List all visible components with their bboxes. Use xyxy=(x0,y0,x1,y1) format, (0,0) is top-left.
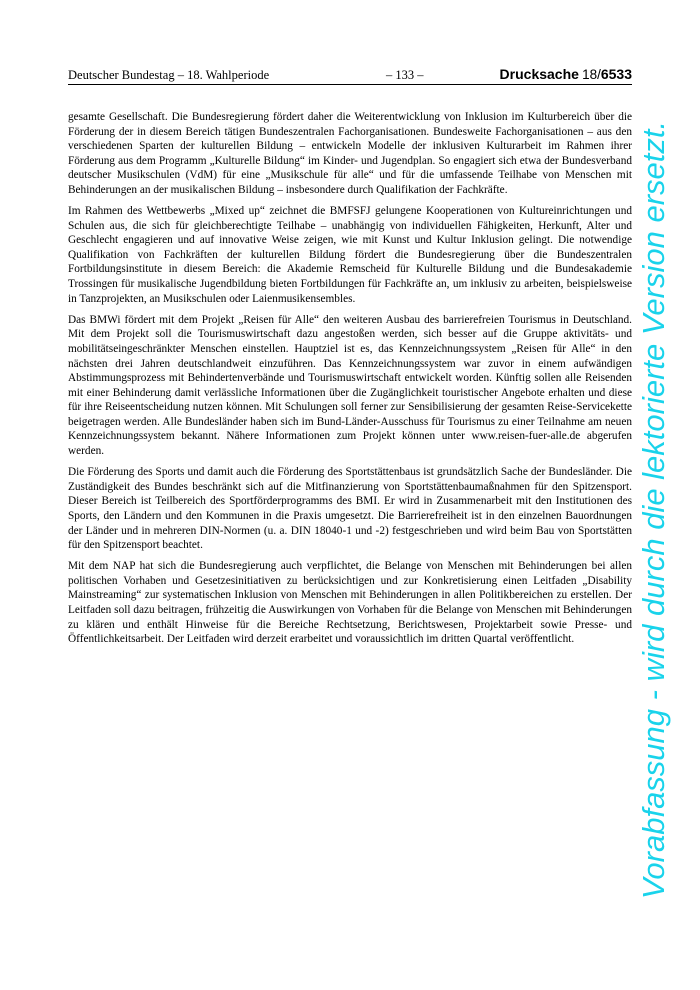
doc-number: 6533 xyxy=(600,66,632,82)
draft-watermark xyxy=(612,110,696,910)
paragraph: Im Rahmen des Wettbewerbs „Mixed up“ zeichnet die BMFSFJ gelungene Kooperationen von Kultureinrichtungen und Schulen aus, die sich für gleichberechtigte Teilhabe – unabhängig von individuellen Fähigkeiten, Herkunft, Alter und Geschlecht engagieren und auf innovative Weise zeigen, wie mit Kunst und Kultur Inklusion gelingt. Die notwendige Qualifikation von Fachkräften der kulturellen Bildung fördert die Bundesregierung über die Bundeszentralen Fortbildungsinstitute in diesem Bereich: die Akademie Remscheid für Kulturelle Bildung und die Bundesakademie Trossingen für musikalische Jugendbildung bieten Fortbildungen für Fachkräfte an, um inklusiv zu arbeiten, beispielsweise in Tanzprojekten, an Musikschulen oder Laienmusikensembles. xyxy=(68,205,632,305)
paragraph: gesamte Gesellschaft. Die Bundesregierung fördert daher die Weiterentwicklung von Inklusion im Kulturbereich über die Förderung der in diesem Bereich tätigen Bundeszentralen Fachorganisationen. Bundesweite Fachorganisationen – aus den verschiedenen Sparten der kulturellen Bildung – entwickeln Modelle der inklusiven Kulturarbeit im Rahmen ihrer Förderung aus dem Programm „Kulturelle Bildung“ im Kinder- und Jugendplan. So engagiert sich etwa der Bundesverband deutscher Musikschulen (VdM) für eine „Musikschule für alle“ und für die umfassende Teilhabe von Menschen mit Behinderungen an der musikalischen Bildung – insbesondere durch Qualifikation der Fachkräfte. xyxy=(68,111,632,196)
paragraph: Mit dem NAP hat sich die Bundesregierung auch verpflichtet, die Belange von Menschen mit Behinderungen bei allen politischen Vorhaben und Gesetzesinitiativen zu berücksichtigen und zur Konkretisierung einen Leitfaden „Disability Mainstreaming“ zur systematischen Inklusion von Menschen mit Behinderungen in allen Politikbereichen zu erstellen. Der Leitfaden soll dazu beitragen, frühzeitig die Auswirkungen von Vorhaben für die Belange von Menschen mit Behinderungen zu klären und enthält Hinweise für die Bereiche Rechtsetzung, Berichtswesen, Projektarbeit sowie Presse- und Öffentlichkeitsarbeit. Der Leitfaden wird derzeit erarbeitet und voraussichtlich im dritten Quartal veröffentlicht. xyxy=(68,560,632,646)
doc-number-prefix: 18/ xyxy=(582,67,601,82)
paragraph: Die Förderung des Sports und damit auch die Förderung des Sportstättenbaus ist grundsätzlich Sache der Bundesländer. Die Zuständigkeit des Bundes beschränkt sich auf die Mitfinanzierung von Sportstättenbaumaßnahmen für den Spitzensport. Dieser Bereich ist Teilbereich des Sportförderprogramms des BMI. Er wird in Zusammenarbeit mit den Institutionen des Sports, den Ländern und den Kommunen in die Praxis umgesetzt. Die Barrierefreiheit ist in den einzelnen Bauordnungen der Länder und in mehreren DIN-Normen (u. a. DIN 18040-1 und -2) festgeschrieben und wird beim Bau von Sportstätten für den Spitzensport beachtet. xyxy=(68,466,632,552)
header-rule xyxy=(68,84,632,85)
body-text xyxy=(68,110,632,653)
watermark-text: Vorabfassung - wird durch die lektorierte Version ersetzt. xyxy=(636,120,671,900)
document-number xyxy=(500,66,632,83)
parliament-period: Deutscher Bundestag – 18. Wahlperiode xyxy=(68,68,270,82)
page-number: – 133 – xyxy=(386,68,424,82)
doc-label: Drucksache xyxy=(499,66,579,82)
paragraph: Das BMWi fördert mit dem Projekt „Reisen für Alle“ den weiteren Ausbau des barrierefreien Tourismus in Deutschland. Mit dem Projekt soll die Tourismuswirtschaft dazu angestoßen werden, sich besser auf die Gruppe aktivitäts- und mobilitätseingeschränkter Menschen einstellen. Hauptziel ist es, das Kennzeichnungssystem „Reisen für Alle“ in den nächsten drei Jahren deutschlandweit einzuführen. Das Kennzeichnungssystem war zuvor in einem aufwändigen Abstimmungsprozess mit Behindertenverbände und Tourismuswirtschaft entwickelt worden. Künftig sollen alle Reisenden mit einer Behinderung damit verlässliche Informationen über die Zugänglichkeit touristischer Angebote erhalten und diese für ihre Reiseentscheidung nutzen können. Mit Schulungen soll ferner zur Sensibilisierung der gesamten Reise-Servicekette beigetragen werden. Alle Bundesländer haben sich im Bund-Länder-Ausschuss für Tourismus zu einer Teilnahme am neuen Kennzeichnungssystem bekannt. Nähere Informationen zum Projekt können unter www.reisen-fuer-alle.de abgerufen werden. xyxy=(68,313,632,458)
page-header xyxy=(68,66,632,86)
